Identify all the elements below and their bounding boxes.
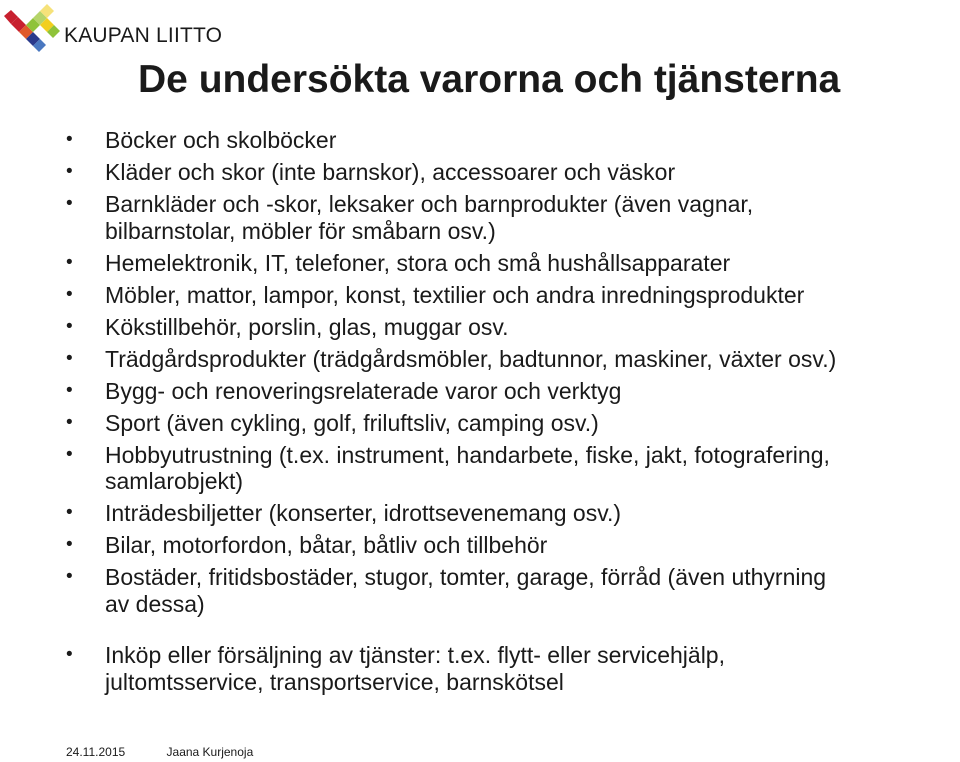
list-item-text: • Kläder och skor (inte barnskor), accessoarer och väskor: [105, 159, 676, 185]
list-item: [66, 564, 956, 617]
slide-footer: [66, 745, 291, 759]
list-item: [66, 500, 956, 527]
list-item: [66, 442, 956, 495]
list-item: [66, 410, 956, 437]
page-title: De undersökta varorna och tjänsterna: [138, 58, 841, 101]
list-item-text: • Barnkläder och -skor, leksaker och barnprodukter (även vagnar,: [105, 191, 754, 217]
list-item: [66, 159, 956, 186]
brand-name: KAUPAN LIITTO: [64, 24, 223, 47]
list-item-text: jultomtsservice, transportservice, barnskötsel: [105, 668, 564, 695]
list-item: [66, 282, 956, 309]
list-item: [66, 532, 956, 559]
list-item-text: • Inköp eller försäljning av tjänster: t.ex. flytt- eller servicehjälp,: [105, 642, 725, 668]
list-item: [66, 191, 956, 244]
list-item-text: • Bostäder, fritidsbostäder, stugor, tomter, garage, förråd (även uthyrning: [105, 564, 827, 590]
list-item-text: bilbarnstolar, möbler för småbarn osv.): [105, 217, 496, 244]
list-item-text: • Kökstillbehör, porslin, glas, muggar osv.: [105, 313, 509, 340]
list-item-text: • Möbler, mattor, lampor, konst, textilier och andra inredningsprodukter: [105, 281, 805, 308]
list-item-text: • Trädgårdsprodukter (trädgårdsmöbler, badtunnor, maskiner, växter osv.): [105, 345, 837, 372]
footer-date: 24.11.2015: [66, 745, 126, 759]
list-item: [66, 250, 956, 277]
list-item: [66, 127, 956, 154]
kaupan-liitto-logo-icon: [4, 2, 68, 60]
list-item: [66, 378, 956, 405]
list-item-text: • Hobbyutrustning (t.ex. instrument, handarbete, fiske, jakt, fotografering,: [105, 441, 830, 468]
list-item-text: samlarobjekt): [105, 468, 244, 494]
list-item-text: av dessa): [105, 590, 205, 617]
list-item-text: • Inträdesbiljetter (konserter, idrottsevenemang osv.): [105, 500, 622, 526]
footer-author: Jaana Kurjenoja: [166, 745, 254, 759]
list-item: [66, 642, 956, 695]
list-item: [66, 346, 956, 373]
list-item: [66, 314, 956, 341]
list-item-text: • Bygg- och renoveringsrelaterade varor och verktyg: [105, 377, 622, 404]
list-item-text: • Sport (även cykling, golf, friluftsliv, camping osv.): [105, 409, 599, 436]
bullet-list: [66, 127, 956, 701]
list-item-text: • Hemelektronik, IT, telefoner, stora och små hushållsapparater: [105, 249, 731, 276]
list-item-text: • Bilar, motorfordon, båtar, båtliv och tillbehör: [105, 532, 548, 558]
list-item-text: • Böcker och skolböcker: [105, 127, 337, 153]
